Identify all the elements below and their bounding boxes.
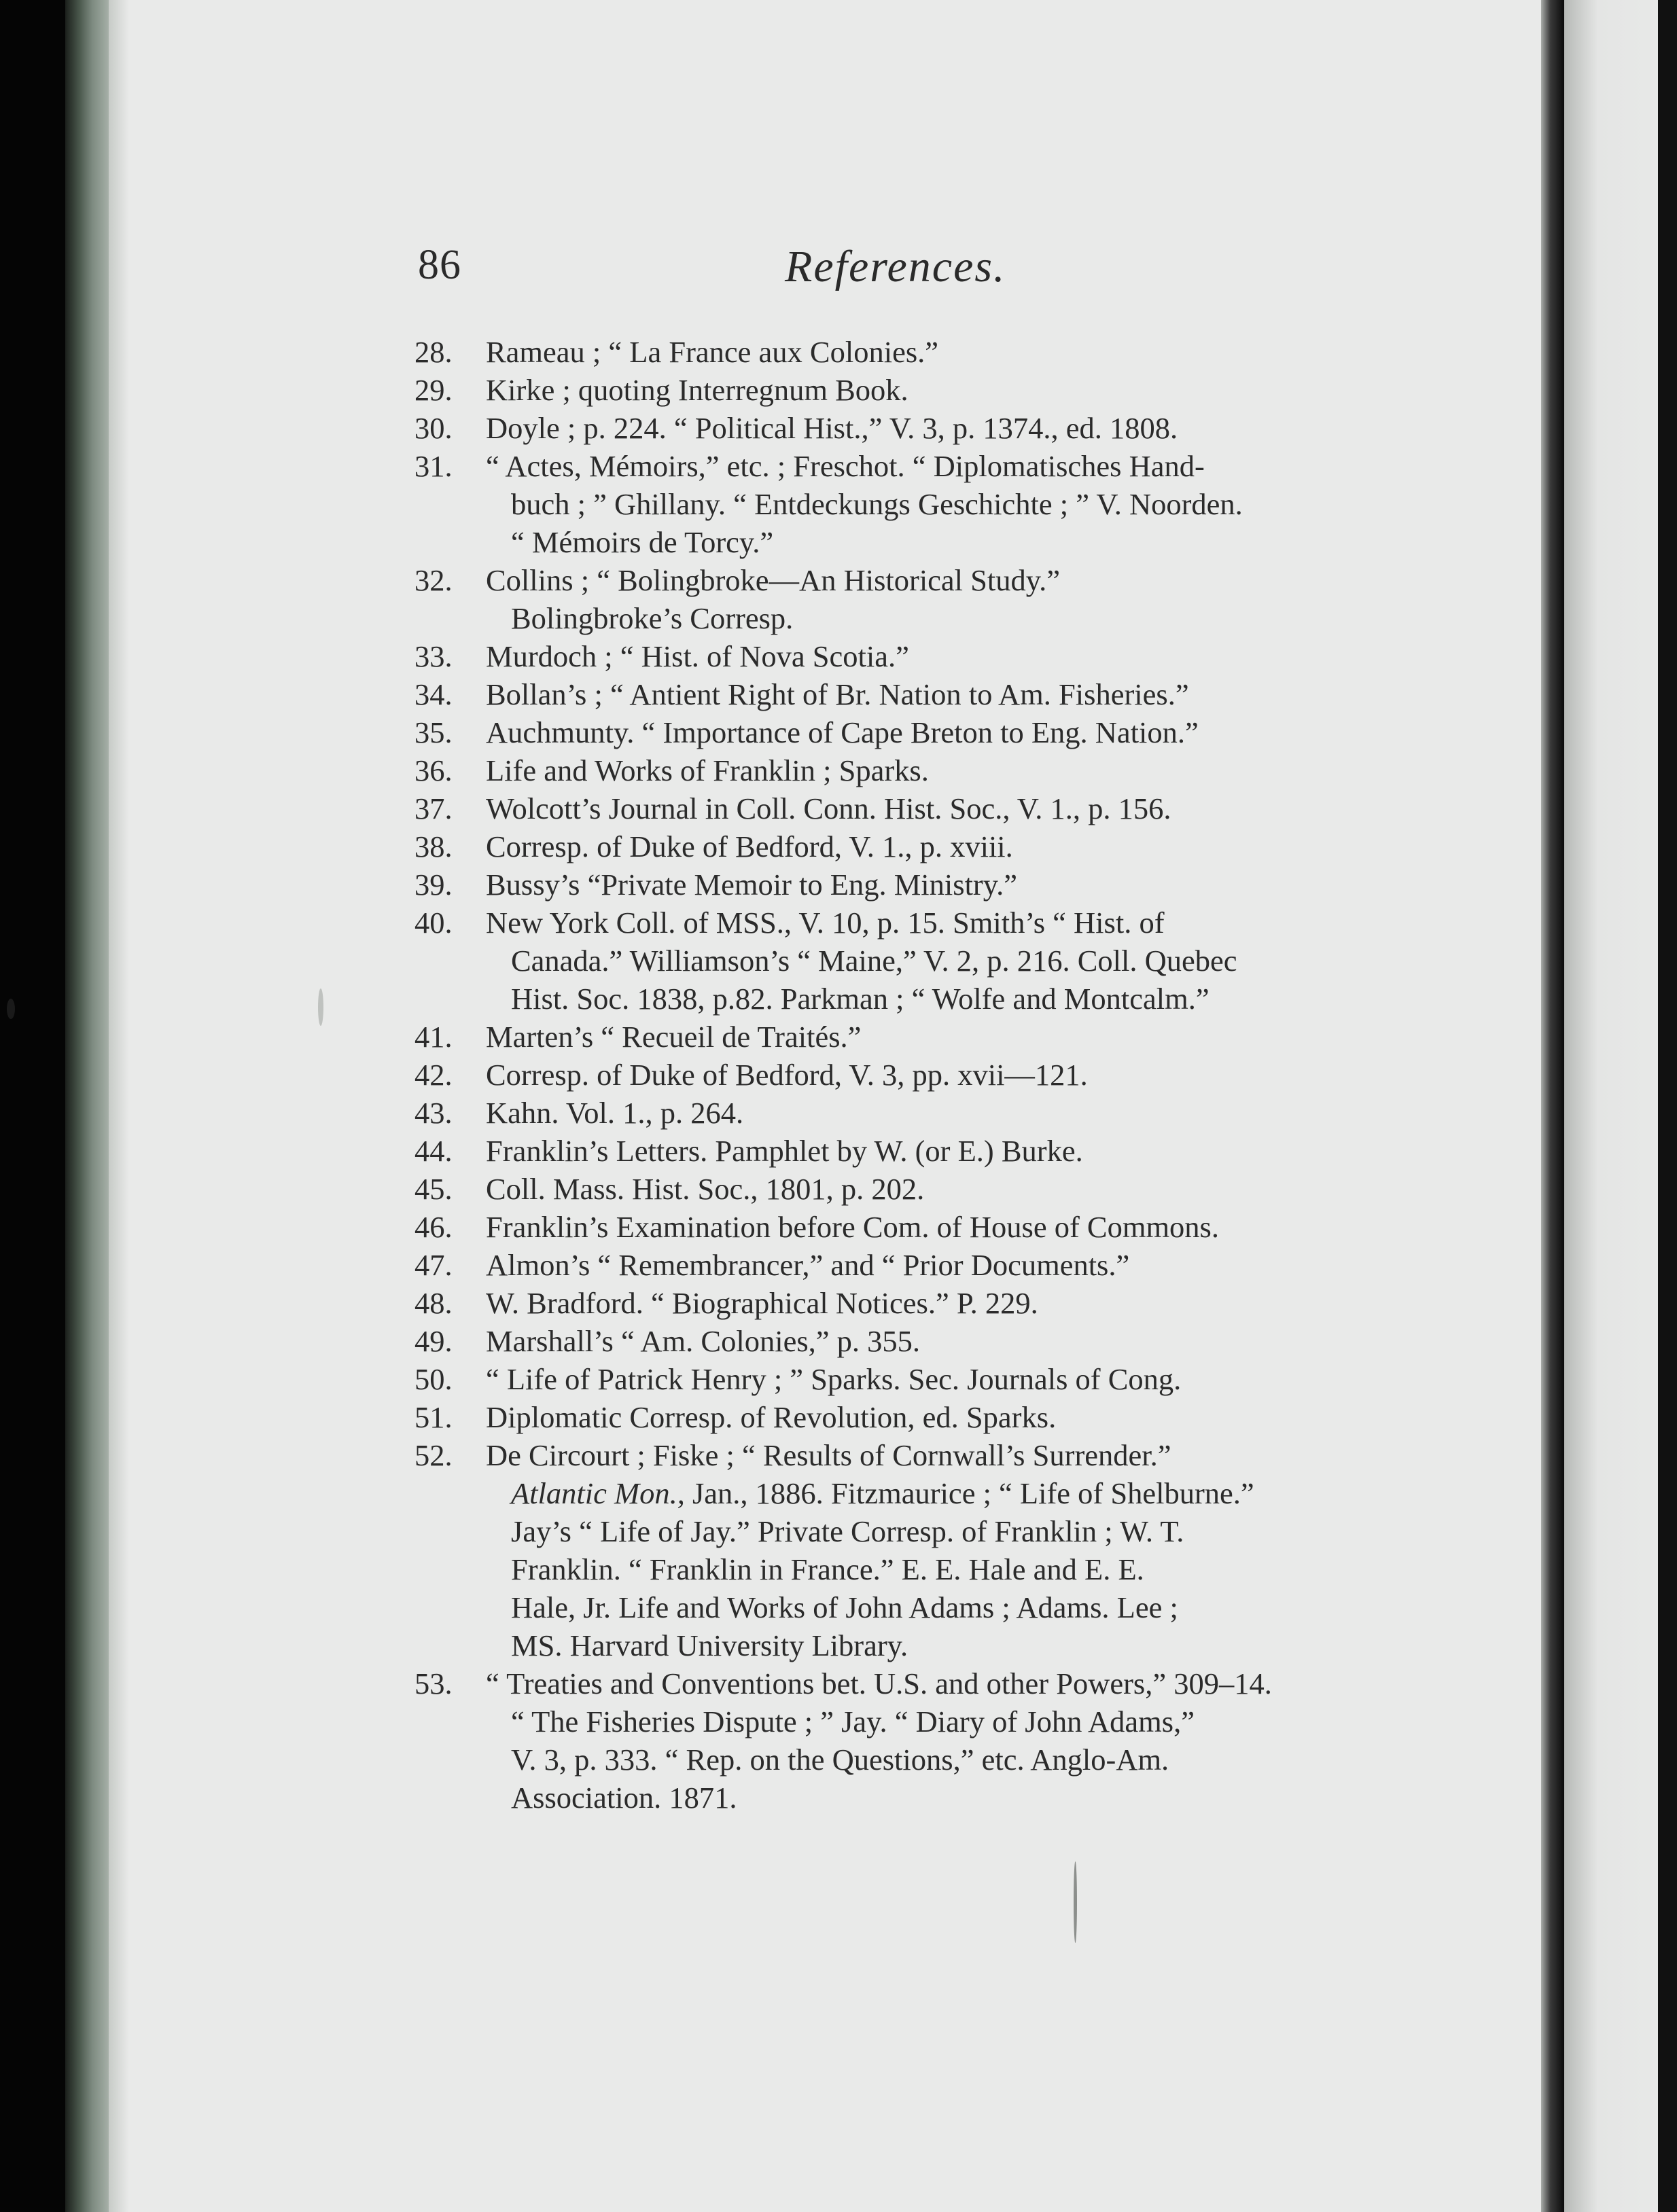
reference-text-line: Marten’s “ Recueil de Traités.” bbox=[486, 1020, 862, 1054]
reference-entry bbox=[394, 561, 1373, 637]
book-page-edges bbox=[65, 0, 114, 2212]
reference-number: 29. bbox=[414, 373, 453, 407]
reference-text-line: Franklin’s Letters. Pamphlet by W. (or E.) Burke. bbox=[486, 1134, 1083, 1168]
reference-entry bbox=[394, 1246, 1373, 1284]
reference-entry bbox=[394, 371, 1373, 409]
reference-text-line: “ The Fisheries Dispute ; ” Jay. “ Diary of John Adams,” bbox=[511, 1705, 1195, 1738]
reference-text-line: Bolingbroke’s Corresp. bbox=[511, 601, 794, 635]
reference-entry bbox=[394, 1018, 1373, 1056]
reference-number: 50. bbox=[414, 1362, 453, 1396]
scan-border-right bbox=[1658, 0, 1677, 2212]
book-gutter bbox=[1541, 0, 1564, 2212]
reference-number: 36. bbox=[414, 753, 453, 787]
reference-text-line: buch ; ” Ghillany. “ Entdeckungs Geschichte ; ” V. Noorden. bbox=[511, 487, 1243, 521]
reference-number: 49. bbox=[414, 1324, 453, 1358]
reference-text-line: “ Treaties and Conventions bet. U.S. and other Powers,” 309–14. bbox=[486, 1666, 1272, 1700]
reference-text-line: Association. 1871. bbox=[511, 1781, 737, 1815]
reference-text-line: Life and Works of Franklin ; Sparks. bbox=[486, 753, 929, 787]
reference-entry bbox=[394, 789, 1373, 827]
reference-text-line: Atlantic Mon., Jan., 1886. Fitzmaurice ; “ Life of Shelburne.” bbox=[511, 1476, 1254, 1510]
reference-entry bbox=[394, 333, 1373, 371]
reference-text-line: Rameau ; “ La France aux Colonies.” bbox=[486, 335, 939, 369]
running-title: References. bbox=[785, 242, 1006, 291]
reference-entry bbox=[394, 1284, 1373, 1322]
reference-text-line: Diplomatic Corresp. of Revolution, ed. Sparks. bbox=[486, 1400, 1057, 1434]
reference-text-line: Auchmunty. “ Importance of Cape Breton to Eng. Nation.” bbox=[486, 715, 1199, 749]
reference-text-line: Coll. Mass. Hist. Soc., 1801, p. 202. bbox=[486, 1172, 925, 1206]
reference-entry bbox=[394, 1664, 1373, 1817]
reference-text-line: “ Life of Patrick Henry ; ” Sparks. Sec. Journals of Cong. bbox=[486, 1362, 1182, 1396]
reference-list bbox=[394, 333, 1373, 1817]
scan-speck bbox=[318, 988, 323, 1026]
reference-text-line: De Circourt ; Fiske ; “ Results of Cornwall’s Surrender.” bbox=[486, 1438, 1171, 1472]
reference-text-line: Hist. Soc. 1838, p.82. Parkman ; “ Wolfe and Montcalm.” bbox=[511, 982, 1210, 1016]
reference-text-line: New York Coll. of MSS., V. 10, p. 15. Smith’s “ Hist. of bbox=[486, 906, 1165, 940]
reference-number: 41. bbox=[414, 1020, 453, 1054]
reference-entry bbox=[394, 713, 1373, 751]
reference-entry bbox=[394, 1398, 1373, 1436]
reference-entry bbox=[394, 827, 1373, 866]
reference-entry bbox=[394, 751, 1373, 789]
reference-text-line: Corresp. of Duke of Bedford, V. 1., p. xviii. bbox=[486, 830, 1013, 863]
reference-number: 39. bbox=[414, 868, 453, 902]
reference-text-line: W. Bradford. “ Biographical Notices.” P. 229. bbox=[486, 1286, 1038, 1320]
reference-entry bbox=[394, 447, 1373, 561]
reference-entry bbox=[394, 1436, 1373, 1664]
reference-number: 52. bbox=[414, 1438, 453, 1472]
reference-text-line: Jay’s “ Life of Jay.” Private Corresp. of Franklin ; W. T. bbox=[511, 1514, 1184, 1548]
reference-text-line: Franklin. “ Franklin in France.” E. E. Hale and E. E. bbox=[511, 1552, 1144, 1586]
reference-number: 47. bbox=[414, 1248, 453, 1282]
reference-text-line: MS. Harvard University Library. bbox=[511, 1628, 908, 1662]
reference-entry bbox=[394, 675, 1373, 713]
reference-text-line: “ Actes, Mémoirs,” etc. ; Freschot. “ Diplomatisches Hand- bbox=[486, 449, 1205, 483]
reference-text-line: Franklin’s Examination before Com. of House of Commons. bbox=[486, 1210, 1219, 1244]
reference-number: 46. bbox=[414, 1210, 453, 1244]
scan-speck bbox=[7, 999, 15, 1019]
reference-entry bbox=[394, 1132, 1373, 1170]
reference-text-line: Hale, Jr. Life and Works of John Adams ; Adams. Lee ; bbox=[511, 1590, 1178, 1624]
reference-text-line: “ Mémoirs de Torcy.” bbox=[511, 525, 774, 559]
reference-entry bbox=[394, 1094, 1373, 1132]
reference-number: 48. bbox=[414, 1286, 453, 1320]
reference-number: 34. bbox=[414, 677, 453, 711]
reference-text-line: Collins ; “ Bolingbroke—An Historical Study.” bbox=[486, 563, 1061, 597]
reference-text-line: Bussy’s “Private Memoir to Eng. Ministry.” bbox=[486, 868, 1017, 902]
reference-entry bbox=[394, 1170, 1373, 1208]
reference-number: 31. bbox=[414, 449, 453, 483]
reference-number: 53. bbox=[414, 1666, 453, 1700]
reference-text-line: Marshall’s “ Am. Colonies,” p. 355. bbox=[486, 1324, 921, 1358]
reference-number: 44. bbox=[414, 1134, 453, 1168]
reference-text-line: Murdoch ; “ Hist. of Nova Scotia.” bbox=[486, 639, 909, 673]
reference-text-line: Kahn. Vol. 1., p. 264. bbox=[486, 1096, 744, 1130]
reference-number: 45. bbox=[414, 1172, 453, 1206]
reference-number: 33. bbox=[414, 639, 453, 673]
reference-entry bbox=[394, 866, 1373, 904]
reference-text-line: Doyle ; p. 224. “ Political Hist.,” V. 3, p. 1374., ed. 1808. bbox=[486, 411, 1178, 445]
reference-entry bbox=[394, 1208, 1373, 1246]
reference-text-line: Kirke ; quoting Interregnum Book. bbox=[486, 373, 908, 407]
reference-text-line: Canada.” Williamson’s “ Maine,” V. 2, p. 216. Coll. Quebec bbox=[511, 944, 1237, 978]
reference-text-line: Corresp. of Duke of Bedford, V. 3, pp. xvii—121. bbox=[486, 1058, 1088, 1092]
reference-entry bbox=[394, 1056, 1373, 1094]
reference-number: 42. bbox=[414, 1058, 453, 1092]
reference-entry bbox=[394, 1322, 1373, 1360]
reference-number: 32. bbox=[414, 563, 453, 597]
reference-entry bbox=[394, 409, 1373, 447]
reference-text-line: V. 3, p. 333. “ Rep. on the Questions,” etc. Anglo-Am. bbox=[511, 1743, 1169, 1777]
scan-speck bbox=[1074, 1861, 1077, 1943]
page-inner-shadow bbox=[109, 0, 129, 2212]
reference-number: 37. bbox=[414, 791, 453, 825]
reference-entry bbox=[394, 904, 1373, 1018]
reference-text-line: Bollan’s ; “ Antient Right of Br. Nation to Am. Fisheries.” bbox=[486, 677, 1189, 711]
reference-number: 51. bbox=[414, 1400, 453, 1434]
reference-number: 35. bbox=[414, 715, 453, 749]
reference-entry bbox=[394, 637, 1373, 675]
reference-text-line: Wolcott’s Journal in Coll. Conn. Hist. Soc., V. 1., p. 156. bbox=[486, 791, 1171, 825]
reference-number: 28. bbox=[414, 335, 453, 369]
reference-number: 30. bbox=[414, 411, 453, 445]
reference-number: 38. bbox=[414, 830, 453, 863]
reference-number: 40. bbox=[414, 906, 453, 940]
page-number: 86 bbox=[418, 242, 461, 288]
reference-entry bbox=[394, 1360, 1373, 1398]
page-header bbox=[418, 241, 1342, 302]
reference-text-line: Almon’s “ Remembrancer,” and “ Prior Documents.” bbox=[486, 1248, 1130, 1282]
reference-number: 43. bbox=[414, 1096, 453, 1130]
